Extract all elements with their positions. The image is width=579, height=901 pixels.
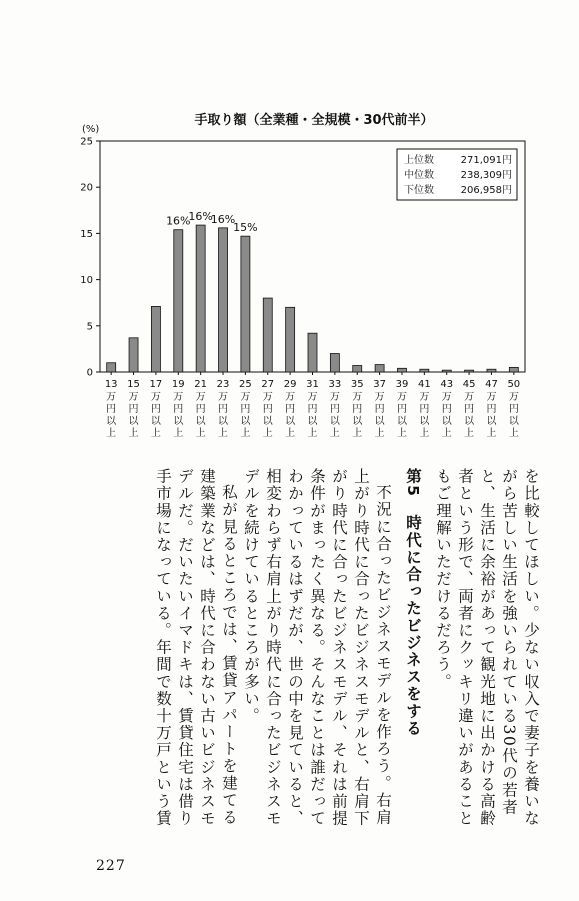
- svg-text:上: 上: [128, 428, 139, 439]
- x-tick-label: [440, 379, 453, 439]
- svg-text:万: 万: [285, 392, 296, 403]
- svg-text:万: 万: [486, 392, 497, 403]
- bar: [509, 367, 518, 372]
- x-tick-label: [194, 379, 207, 439]
- svg-text:万: 万: [307, 392, 318, 403]
- svg-text:47: 47: [485, 379, 498, 390]
- svg-text:万: 万: [419, 392, 430, 403]
- svg-text:以: 以: [329, 416, 340, 427]
- svg-text:円: 円: [150, 404, 161, 415]
- bar-value-label: 16%: [166, 214, 191, 228]
- x-tick-label: [284, 379, 297, 439]
- svg-text:円: 円: [106, 404, 117, 415]
- bar: [375, 365, 384, 372]
- svg-text:13: 13: [104, 379, 118, 390]
- bar: [487, 369, 496, 372]
- svg-text:万: 万: [150, 392, 161, 403]
- svg-text:円: 円: [173, 404, 184, 415]
- svg-text:万: 万: [128, 392, 139, 403]
- svg-text:円: 円: [128, 404, 139, 415]
- bar-value-label: 16%: [210, 212, 236, 226]
- bar: [330, 354, 339, 372]
- legend: [397, 149, 517, 200]
- bar: [442, 370, 451, 372]
- svg-text:上: 上: [352, 428, 363, 439]
- svg-text:29: 29: [283, 379, 297, 390]
- x-tick-label: [261, 379, 274, 439]
- paragraph: を比較してほしい。少ない収入で妻子を養いながら苦しい生活を強いられている30代の若者と、生活に余裕があって観光地に出かける高齢者という形で、両者にクッキリ違いがあることもご理解いただけるだろう。: [434, 468, 540, 828]
- bar: [196, 225, 205, 372]
- svg-text:上: 上: [150, 428, 161, 439]
- svg-text:万: 万: [262, 392, 273, 403]
- svg-text:35: 35: [350, 379, 364, 390]
- svg-text:上: 上: [486, 428, 497, 439]
- bar: [151, 306, 160, 372]
- svg-text:円: 円: [285, 404, 296, 415]
- bar: [129, 338, 138, 372]
- bar: [174, 230, 183, 372]
- x-axis-labels: [105, 372, 520, 439]
- section-heading: 第5 時代に合ったビジネスをする: [404, 468, 422, 737]
- legend-label: 下位数: [404, 185, 434, 196]
- legend-label: 上位数: [404, 155, 434, 166]
- svg-text:以: 以: [195, 416, 206, 427]
- svg-text:15: 15: [127, 379, 140, 390]
- y-tick-label: 25: [80, 136, 93, 148]
- svg-text:43: 43: [440, 379, 454, 390]
- svg-text:31: 31: [306, 379, 319, 390]
- svg-text:以: 以: [374, 416, 385, 427]
- svg-text:以: 以: [128, 416, 139, 427]
- svg-text:上: 上: [240, 428, 251, 439]
- svg-text:25: 25: [239, 379, 252, 390]
- svg-text:以: 以: [486, 416, 497, 427]
- x-tick-label: [150, 379, 163, 439]
- bar-value-label: 16%: [188, 210, 213, 224]
- svg-text:万: 万: [329, 392, 340, 403]
- y-axis-unit-label: (%): [82, 124, 100, 135]
- x-tick-label: [485, 379, 498, 439]
- x-tick-label: [105, 379, 118, 439]
- svg-text:以: 以: [285, 416, 296, 427]
- svg-text:円: 円: [329, 404, 340, 415]
- svg-text:円: 円: [307, 404, 318, 415]
- svg-text:上: 上: [508, 428, 519, 439]
- svg-text:上: 上: [419, 428, 430, 439]
- legend-value: 206,958円: [460, 185, 512, 196]
- page-number: 227: [96, 858, 126, 874]
- svg-text:33: 33: [328, 379, 342, 390]
- svg-text:以: 以: [396, 416, 407, 427]
- svg-text:以: 以: [240, 416, 251, 427]
- bar: [308, 333, 317, 372]
- svg-text:万: 万: [352, 392, 363, 403]
- bar: [107, 363, 116, 372]
- svg-text:以: 以: [508, 416, 519, 427]
- x-tick-label: [239, 379, 252, 439]
- svg-text:円: 円: [441, 404, 452, 415]
- bar: [263, 298, 272, 372]
- x-tick-label: [217, 379, 230, 439]
- x-tick-label: [373, 379, 386, 439]
- svg-text:万: 万: [508, 392, 519, 403]
- svg-text:上: 上: [374, 428, 385, 439]
- svg-text:万: 万: [106, 392, 117, 403]
- svg-text:17: 17: [149, 379, 163, 390]
- svg-text:上: 上: [106, 428, 117, 439]
- svg-text:以: 以: [262, 416, 273, 427]
- y-tick-label: 20: [80, 182, 93, 194]
- svg-text:円: 円: [396, 404, 407, 415]
- svg-text:円: 円: [419, 404, 430, 415]
- svg-text:45: 45: [462, 379, 476, 390]
- svg-text:以: 以: [106, 416, 117, 427]
- svg-text:以: 以: [150, 416, 161, 427]
- svg-text:以: 以: [173, 416, 184, 427]
- svg-text:上: 上: [285, 428, 296, 439]
- x-tick-label: [306, 379, 319, 439]
- svg-text:以: 以: [464, 416, 475, 427]
- bar: [397, 368, 406, 372]
- bar: [465, 370, 474, 372]
- svg-text:万: 万: [374, 392, 385, 403]
- svg-text:円: 円: [486, 404, 497, 415]
- y-tick-label: 10: [80, 275, 93, 287]
- svg-text:上: 上: [218, 428, 229, 439]
- svg-text:万: 万: [195, 392, 206, 403]
- y-tick-label: 0: [86, 367, 93, 379]
- x-tick-label: [507, 379, 520, 439]
- svg-text:上: 上: [329, 428, 340, 439]
- svg-text:上: 上: [464, 428, 475, 439]
- x-tick-label: [396, 379, 409, 439]
- svg-text:上: 上: [173, 428, 184, 439]
- svg-text:円: 円: [240, 404, 251, 415]
- svg-text:円: 円: [374, 404, 385, 415]
- paragraph: 私が見るところでは、賃貸アパートを建てる建築業などは、時代に合わない古いビジネスモデルだ。だいたいイマドキは、賃貸住宅は借り手市場になっている。年間で数十万戸という賃: [154, 468, 238, 828]
- bar: [241, 236, 250, 372]
- legend-value: 271,091円: [460, 155, 512, 166]
- svg-text:39: 39: [395, 379, 409, 390]
- svg-text:万: 万: [240, 392, 251, 403]
- svg-text:以: 以: [419, 416, 430, 427]
- bar: [353, 366, 362, 372]
- svg-text:上: 上: [307, 428, 318, 439]
- chart-title: 手取り額（全業種・全規模・30代前半）: [194, 113, 434, 128]
- svg-text:上: 上: [441, 428, 452, 439]
- x-tick-label: [351, 379, 364, 439]
- legend-value: 238,309円: [460, 170, 512, 181]
- svg-text:上: 上: [396, 428, 407, 439]
- svg-text:万: 万: [464, 392, 475, 403]
- svg-text:上: 上: [262, 428, 273, 439]
- bar: [219, 228, 228, 372]
- x-tick-label: [418, 379, 431, 439]
- y-tick-label: 5: [86, 321, 93, 333]
- svg-text:万: 万: [218, 392, 229, 403]
- svg-text:以: 以: [441, 416, 452, 427]
- bar: [420, 369, 429, 372]
- svg-text:以: 以: [307, 416, 318, 427]
- x-tick-label: [329, 379, 342, 439]
- bar: [286, 307, 295, 372]
- bar-value-label: 15%: [233, 221, 258, 235]
- svg-text:万: 万: [173, 392, 184, 403]
- svg-text:27: 27: [261, 379, 275, 390]
- svg-text:以: 以: [218, 416, 229, 427]
- paragraph: 不況に合ったビジネスモデルを作ろう。右肩上がり時代に合ったビジネスモデルと、右肩下がり時代に合ったビジネスモデル、それは前提条件がまったく異なる。そんなことは誰だってわかっているはずだが、世の中を見ていると、相変わらず右肩上がり時代に合ったビジネスモデルを続けているところが多い。: [242, 468, 392, 828]
- svg-text:21: 21: [194, 379, 208, 390]
- x-tick-label: [127, 379, 140, 439]
- svg-text:50: 50: [507, 379, 521, 390]
- svg-text:円: 円: [508, 404, 519, 415]
- y-tick-label: 15: [80, 228, 93, 240]
- svg-text:円: 円: [352, 404, 363, 415]
- bars: [107, 225, 519, 372]
- legend-label: 中位数: [404, 170, 434, 181]
- body-text: [102, 468, 542, 832]
- svg-text:41: 41: [417, 379, 431, 390]
- svg-text:円: 円: [262, 404, 273, 415]
- svg-text:円: 円: [464, 404, 475, 415]
- svg-text:37: 37: [373, 379, 386, 390]
- svg-text:上: 上: [195, 428, 206, 439]
- x-tick-label: [463, 379, 476, 439]
- y-axis: [80, 137, 100, 379]
- svg-text:円: 円: [195, 404, 206, 415]
- svg-text:万: 万: [396, 392, 407, 403]
- svg-text:19: 19: [171, 379, 185, 390]
- svg-text:円: 円: [218, 404, 229, 415]
- svg-text:以: 以: [352, 416, 363, 427]
- svg-text:23: 23: [216, 379, 230, 390]
- x-tick-label: [172, 379, 185, 439]
- svg-text:万: 万: [441, 392, 452, 403]
